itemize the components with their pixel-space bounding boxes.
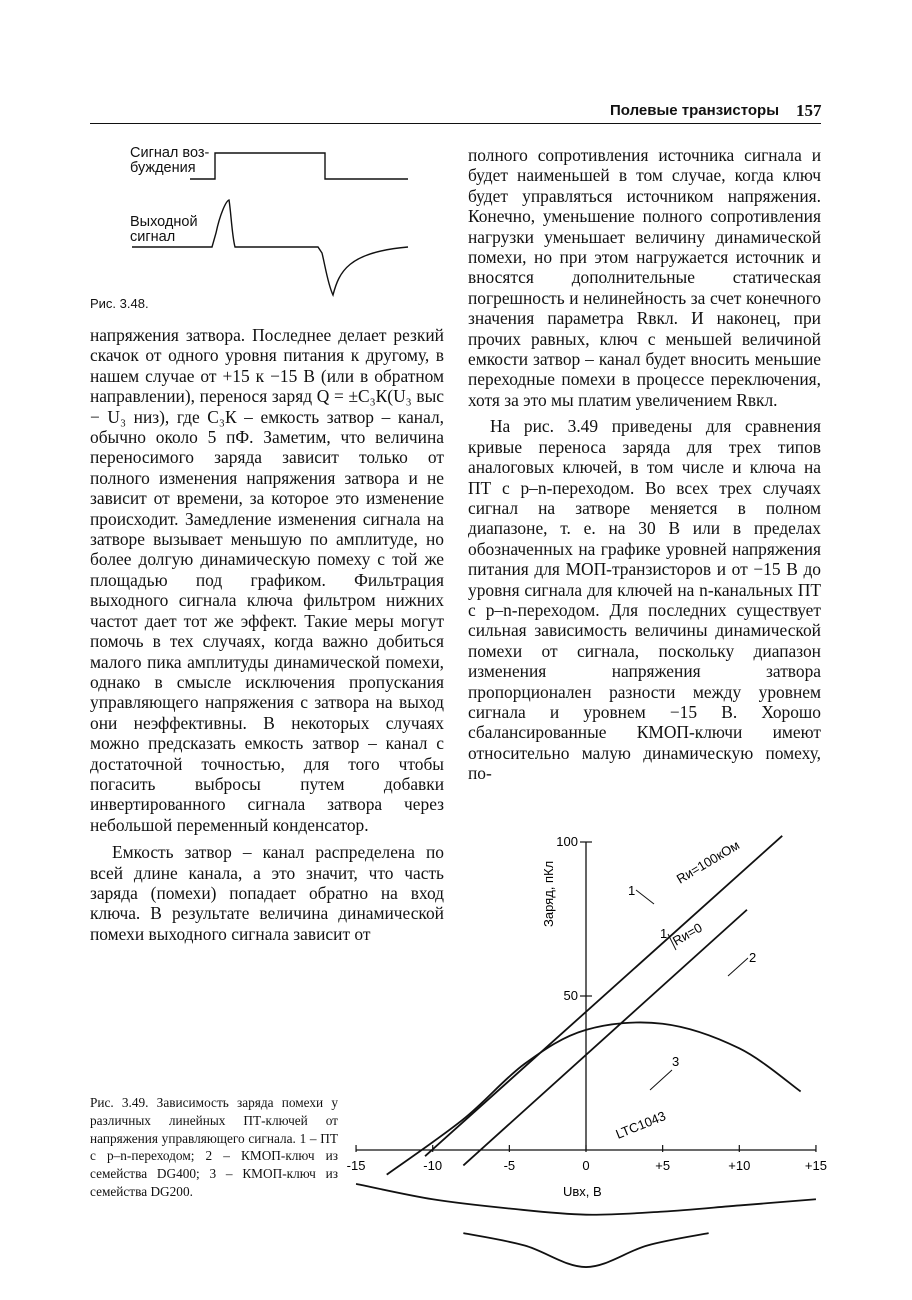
left-paragraph-2: Емкость затвор – канал распределена по всей длине канала, а это значит, что часть заряда (помехи) попадает обратно на вход ключа. В результате величина динамической помехи выходного сигнала зависит от	[90, 842, 444, 944]
ltc1043-label: LTC1043	[613, 1108, 668, 1142]
left-paragraph-1: напряжения затвора. Последнее делает резкий скачок от одного уровня питания к другому, в нашем случае от +15 к −15 В (или в обратном направлении), перенося заряд Q = ±C₃К(U₃ выс − U₃ низ), где C₃К – емкость затвор – канал, обычно около 5 пФ. Заметим, что величина переносимого заряда зависит только от полного изменения напряжения затвора и не зависит от времени, за которое это изменение происходит. Замедление изменения сигнала на затворе вызывает меньшую по амплитуде, но более долгую динамическую помеху с той же площадью под графиком. Фильтрация выходного сигнала ключа фильтром нижних частот дает тот же эффект. Такие меры могут помочь в тех случаях, когда важно добиться малого пика амплитуды динамической помехи, однако в смысле исключения пропускания управляющего напряжения с затвора на выход они неэффективны. В некоторых случаях можно предсказать емкость затвор – канал с достаточной точностью, для того чтобы погасить выбросы путем добавки инвертированного сигнала затвора через небольшой переменный конденсатор.	[90, 325, 444, 835]
x-tick-label: -5	[503, 1158, 516, 1173]
series-jfet-0-curve	[463, 910, 747, 1166]
chart-labels	[347, 834, 827, 1199]
signal-label-line-1: Сигнал воз-	[130, 145, 210, 161]
x-tick-label: -15	[346, 1158, 366, 1173]
series-ltc1043-curve	[463, 1233, 708, 1267]
curve-3-leader	[650, 1070, 672, 1090]
y-axis-title: Заряд, пКл	[541, 860, 556, 927]
x-tick-label: +5	[655, 1158, 671, 1173]
curve-2-leader	[728, 958, 748, 976]
running-header-title: Полевые транзисторы	[610, 102, 779, 119]
x-tick-label: -10	[423, 1158, 443, 1173]
curve-1-annotation: Rи=100кОм	[673, 837, 743, 887]
figure-348-caption: Рис. 3.48.	[90, 296, 149, 311]
y-tick-label: 100	[556, 834, 578, 849]
series-jfet-100k-curve	[425, 836, 782, 1156]
curve-2-label: 2	[749, 950, 757, 965]
series-dg400-curve	[387, 1022, 801, 1174]
x-tick-label: +15	[804, 1158, 827, 1173]
curve-1-label: 1	[628, 883, 636, 898]
x-tick-label: 0	[582, 1158, 590, 1173]
curve-1b-label: 1	[660, 926, 668, 941]
curve-1-leader	[636, 890, 654, 904]
page-number: 157	[796, 101, 822, 120]
curve-3-label: 3	[672, 1054, 680, 1069]
chart-axes	[356, 842, 816, 1152]
curve-1b-annotation: Rи=0	[670, 919, 705, 949]
x-axis-title: Uвх, В	[563, 1184, 602, 1199]
output-label-line-2: сигнал	[130, 229, 176, 245]
x-tick-label: +10	[728, 1158, 751, 1173]
y-tick-label: 50	[563, 988, 578, 1003]
right-paragraph-2: На рис. 3.49 приведены для сравнения кривые переноса заряда для трех типов аналоговых ключей, в том числе и ключа на ПТ с p–n-переходом. Во всех трех случаях сигнал на затворе меняется в полном диапазоне, т. е. на 30 В или в пределах обозначенных на графике уровней напряжения питания для МОП-транзисторов и от −15 В до уровня сигнала для ключей на n-канальных ПТ с p–n-переходом. Для последних существует сильная зависимость величины динамической помехи от сигнала, поскольку диапазон изменения напряжения затвора пропорционален разности между уровнем сигнала и уровнем −15 В. Хорошо сбалансированные КМОП-ключи имеют относительно малую динамическую помеху, по-	[468, 416, 821, 784]
right-paragraph-1: полного сопротивления источника сигнала и будет наименьшей в том случае, когда ключ будет управляться источником напряжения. Конечно, уменьшение полного сопротивления нагрузки уменьшает величину динамической помехи, но при этом нагружается источник и вносятся дополнительные статическая погрешность и нелинейность за счет конечного значения параметра Rвкл. И наконец, при прочих равных, ключ с меньшей величиной емкости затвор – канал будет вносить меньшие переходные помехи в процессе переключения, хотя за это мы платим увеличением Rвкл.	[468, 145, 821, 410]
output-label-line-1: Выходной	[130, 214, 198, 230]
figure-349-caption: Рис. 3.49. Зависимость заряда помехи у различных линейных ПТ-ключей от напряжения управляющего сигнала. 1 – ПТ с p–n-переходом; 2 – КМОП-ключ из семейства DG400; 3 – КМОП-ключ из семейства DG200.	[90, 1095, 338, 1199]
signal-label-line-2: буждения	[130, 160, 196, 176]
